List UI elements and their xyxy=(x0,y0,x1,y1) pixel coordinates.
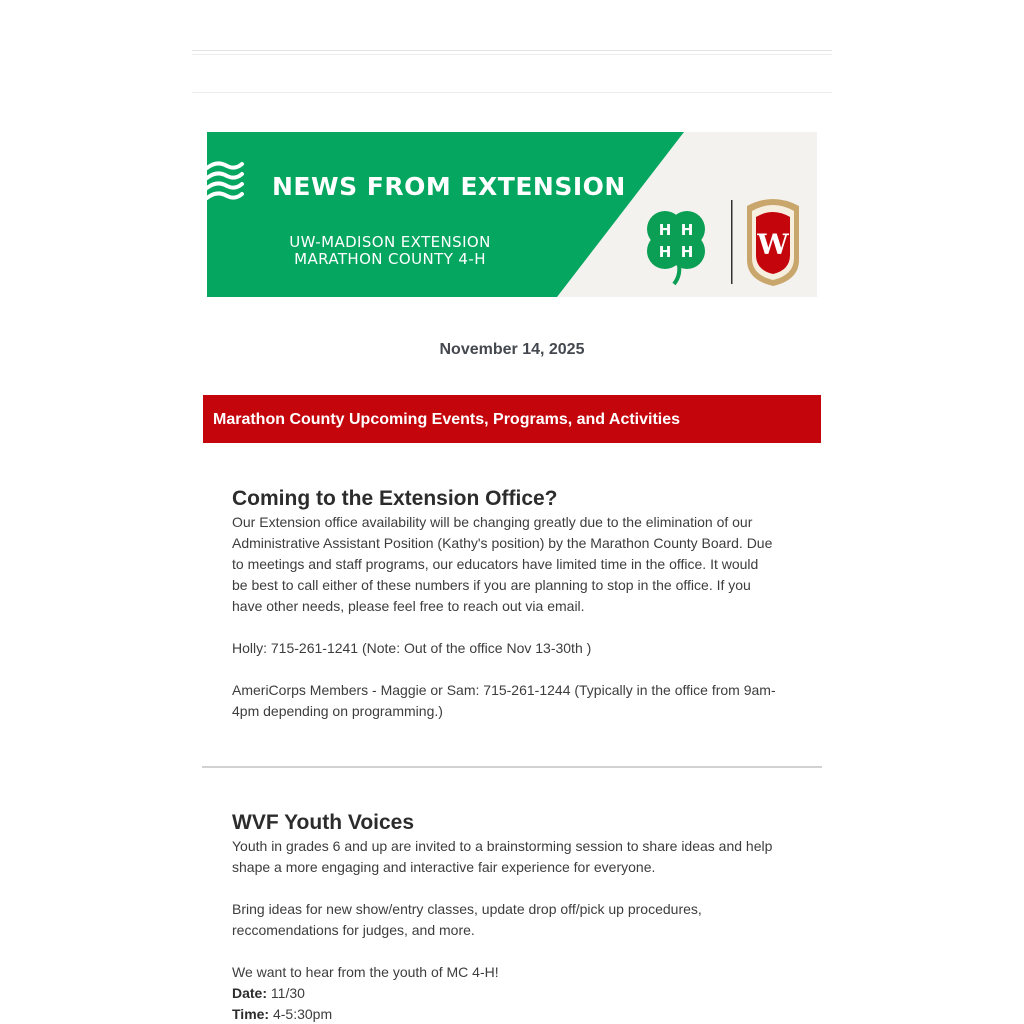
svg-text:W: W xyxy=(757,228,789,261)
newsletter-date: November 14, 2025 xyxy=(439,341,585,358)
banner-title: NEWS FROM EXTENSION xyxy=(272,172,626,201)
section-title: Marathon County Upcoming Events, Programs, and Activities xyxy=(213,411,681,428)
banner-graphic xyxy=(207,132,817,297)
header-rule xyxy=(192,50,832,51)
article-divider xyxy=(202,766,822,768)
article-body: Youth in grades 6 and up are invited to a brainstorming session to share ideas and help xyxy=(232,838,773,854)
article-title: WVF Youth Voices xyxy=(232,811,415,834)
article-body: have other needs, please feel free to reach out via email. xyxy=(232,598,585,614)
header-rule xyxy=(192,54,832,55)
article-extension-office xyxy=(232,486,794,722)
svg-text:H: H xyxy=(658,221,672,239)
article-youth-voices xyxy=(232,810,794,1024)
article-body: Bring ideas for new show/entry classes, update drop off/pick up procedures, xyxy=(232,901,702,917)
article-body: shape a more engaging and interactive fair experience for everyone. xyxy=(232,859,656,875)
section-header xyxy=(203,395,821,443)
article-body: to meetings and staff programs, our educators have limited time in the office. It would xyxy=(232,556,759,572)
news-banner xyxy=(207,132,817,297)
svg-text:H: H xyxy=(680,221,694,239)
article-body: be best to call either of these numbers if you are planning to stop in the office. If you xyxy=(232,577,751,593)
event-time-label: Time: xyxy=(232,1006,270,1022)
article-title: Coming to the Extension Office? xyxy=(232,487,558,510)
event-date xyxy=(232,983,794,1004)
svg-text:H: H xyxy=(680,243,694,261)
contact-americorps: AmeriCorps Members - Maggie or Sam: 715-261-1244 (Typically in the office from 9am- xyxy=(232,682,776,698)
article-body: Our Extension office availability will be changing greatly due to the elimination of our xyxy=(232,514,753,530)
svg-text:H: H xyxy=(658,243,672,261)
header-rule xyxy=(192,92,832,93)
article-body: We want to hear from the youth of MC 4-H! xyxy=(232,964,499,980)
article-body: Administrative Assistant Position (Kathy's position) by the Marathon County Board. Due xyxy=(232,535,773,551)
event-date-label: Date: xyxy=(232,985,268,1001)
banner-subtitle: UW-MADISON EXTENSION xyxy=(289,233,491,251)
contact-americorps: 4pm depending on programming.) xyxy=(232,703,443,719)
contact-holly: Holly: 715-261-1241 (Note: Out of the office Nov 13-30th ) xyxy=(232,640,592,656)
uw-crest-icon xyxy=(747,199,799,286)
article-body: reccomendations for judges, and more. xyxy=(232,922,475,938)
event-date-value: 11/30 xyxy=(270,985,305,1001)
event-time-value: 4-5:30pm xyxy=(272,1006,333,1022)
event-time xyxy=(232,1004,794,1024)
banner-subtitle: MARATHON COUNTY 4-H xyxy=(294,250,486,268)
